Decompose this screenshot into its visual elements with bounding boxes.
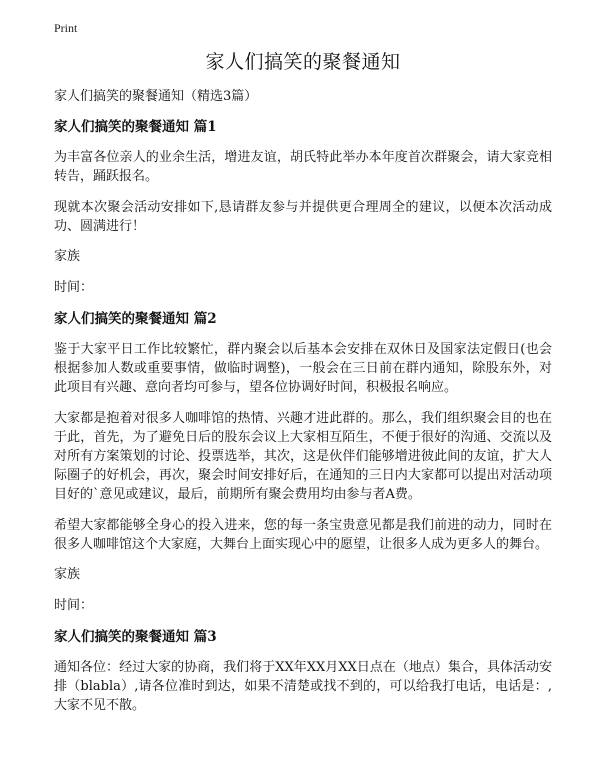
section-heading: 家人们搞笑的聚餐通知 篇3 [54, 629, 217, 645]
paragraph: 为丰富各位亲人的业余生活，增进友谊，胡氏特此举办本年度首次群聚会，请大家竞相转告，踊跃报名。 [54, 150, 552, 184]
paragraph: 通知各位：经过大家的协商，我们将于XX年XX月XX日点在（地点）集合，具体活动安排（blabla）,请各位准时到达，如果不清楚或找不到的，可以给我打电话，电话是：,大家不见不散。 [54, 660, 552, 713]
paragraph: 鉴于大家平日工作比较繁忙，群内聚会以后基本会安排在双休日及国家法定假日(也会根据参加人数或重要事情，做临时调整)，一般会在三日前在群内通知，除股东外，对此项目有兴趣、意向者均可参与，望各位协调好时间，积极报名响应。 [54, 342, 552, 395]
section-1 [54, 118, 552, 297]
section-heading: 家人们搞笑的聚餐通知 篇1 [54, 119, 217, 135]
time-label: 时间： [54, 280, 94, 295]
document-subtitle: 家人们搞笑的聚餐通知（精选3篇） [54, 89, 258, 104]
time-label: 时间： [54, 598, 94, 613]
document-body [54, 50, 552, 727]
section-3 [54, 628, 552, 715]
paragraph: 希望大家都能够全身心的投入进来，您的每一条宝贵意见都是我们前进的动力，同时在很多人咖啡馆这个大家庭，大舞台上面实现心中的愿望，让很多人成为更多人的舞台。 [54, 518, 552, 552]
section-heading: 家人们搞笑的聚餐通知 篇2 [54, 311, 217, 327]
section-2 [54, 310, 552, 615]
print-link[interactable]: Print [54, 21, 78, 35]
document-title: 家人们搞笑的聚餐通知 [205, 51, 401, 73]
paragraph: 大家都是抱着对很多人咖啡馆的热情、兴趣才进此群的。那么，我们组织聚会目的也在于此，首先，为了避免日后的股东会议上大家相互陌生，不便于很好的沟通、交流以及对所有方案策划的讨论、投票选举，其次，这是伙伴们能够增进彼此间的友谊，扩大人际圈子的好机会，再次，聚会时间安排好后，在通知的三日内大家都可以提出对活动项目好的`意见或建议，最后，前期所有聚会费用均由参与者A费。 [54, 411, 552, 502]
paragraph: 现就本次聚会活动安排如下,恳请群友参与并提供更合理周全的建议，以便本次活动成功、圆满进行！ [54, 200, 552, 234]
family-label: 家族 [54, 567, 81, 582]
family-label: 家族 [54, 249, 81, 264]
